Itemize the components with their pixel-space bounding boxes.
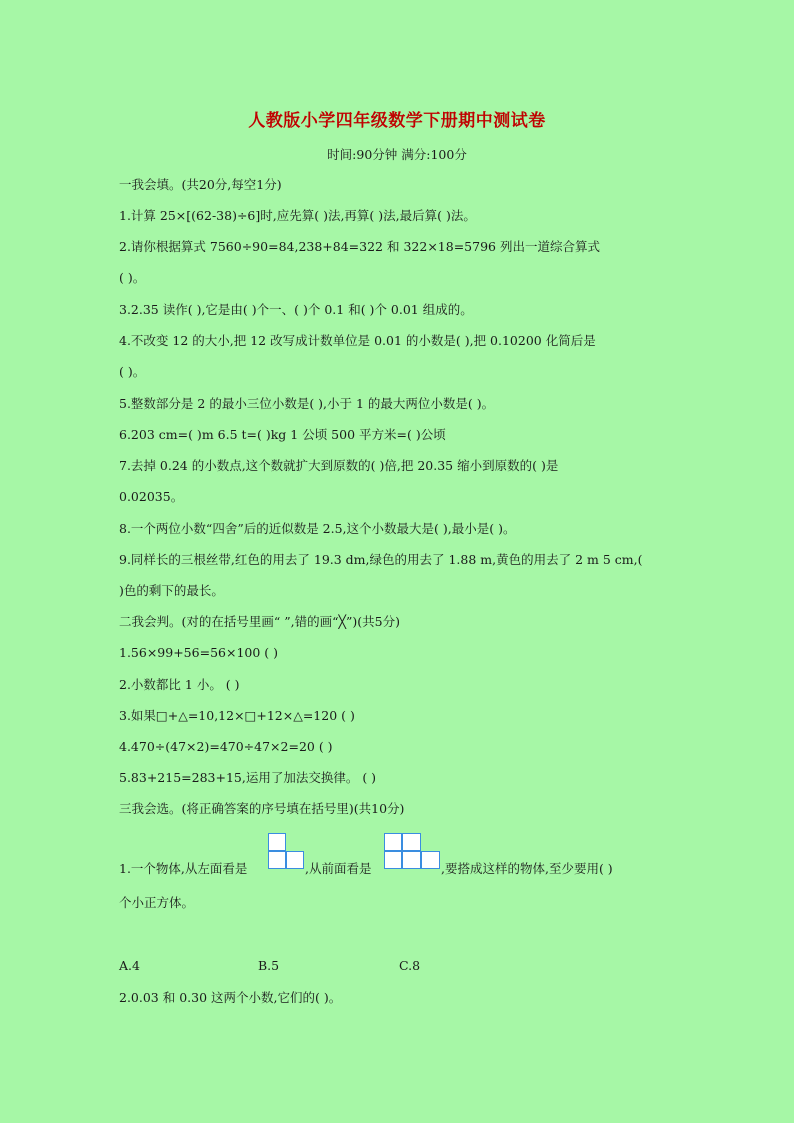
exam-subtitle: 时间:90分钟 满分:100分 (327, 147, 467, 162)
question-1-2: 2.请你根据算式 7560÷90=84,238+84=322 和 322×18=5796 列出一道综合算式 (119, 239, 600, 254)
question-2-1: 1.56×99+56=56×100 ( ) (119, 645, 279, 660)
question-2-5: 5.83+215=283+15,运用了加法交换律。 ( ) (119, 770, 377, 785)
question-1-6: 6.203 cm=( )m 6.5 t=( )kg 1 公顷 500 平方米=( )公顷 (119, 427, 446, 442)
left-view-figure (268, 833, 304, 869)
question-2-3: 3.如果□+△=10,12×□+12×△=120 ( ) (119, 708, 355, 723)
question-1-4-cont: ( )。 (119, 364, 146, 379)
option-c: C.8 (399, 958, 421, 973)
section1-heading: 一我会填。(共20分,每空1分) (119, 177, 282, 192)
question-1-5: 5.整数部分是 2 的最小三位小数是( ),小于 1 的最大两位小数是( )。 (119, 396, 495, 411)
question-3-1-part-b: ,从前面看是 (305, 861, 372, 876)
question-1-1: 1.计算 25×[(62-38)÷6]时,应先算( )法,再算( )法,最后算( )法。 (119, 208, 476, 223)
question-2-2: 2.小数都比 1 小。 ( ) (119, 677, 240, 692)
front-view-figure (384, 833, 440, 869)
option-a: A.4 (119, 958, 140, 973)
question-1-8: 8.一个两位小数“四舍”后的近似数是 2.5,这个小数最大是( ),最小是( )。 (119, 521, 516, 536)
question-2-4: 4.470÷(47×2)=470÷47×2=20 ( ) (119, 739, 333, 754)
question-1-3: 3.2.35 读作( ),它是由( )个一、( )个 0.1 和( )个 0.01 组成的。 (119, 302, 473, 317)
option-b: B.5 (258, 958, 280, 973)
question-3-1-part-c: ,要搭成这样的物体,至少要用( ) (441, 861, 613, 876)
question-1-7: 7.去掉 0.24 的小数点,这个数就扩大到原数的( )倍,把 20.35 缩小到原数的( )是 (119, 458, 559, 473)
question-1-7-cont: 0.02035。 (119, 489, 184, 504)
question-1-2-blank: ( )。 (119, 270, 146, 285)
question-3-1-part-a: 1.一个物体,从左面看是 (119, 861, 248, 876)
question-1-4: 4.不改变 12 的大小,把 12 改写成计数单位是 0.01 的小数是( ),把 0.10200 化简后是 (119, 333, 596, 348)
section3-heading: 三我会选。(将正确答案的序号填在括号里)(共10分) (119, 801, 405, 816)
question-3-1-line2: 个小正方体。 (119, 895, 195, 910)
exam-title: 人教版小学四年级数学下册期中测试卷 (248, 111, 546, 131)
question-1-9-cont: )色的剩下的最长。 (119, 583, 224, 598)
question-3-2: 2.0.03 和 0.30 这两个小数,它们的( )。 (119, 990, 342, 1005)
section2-heading: 二我会判。(对的在括号里画“ ”,错的画“╳”)(共5分) (119, 614, 400, 629)
question-1-9: 9.同样长的三根丝带,红色的用去了 19.3 dm,绿色的用去了 1.88 m,黄色的用去了 2 m 5 cm,( (119, 552, 643, 567)
